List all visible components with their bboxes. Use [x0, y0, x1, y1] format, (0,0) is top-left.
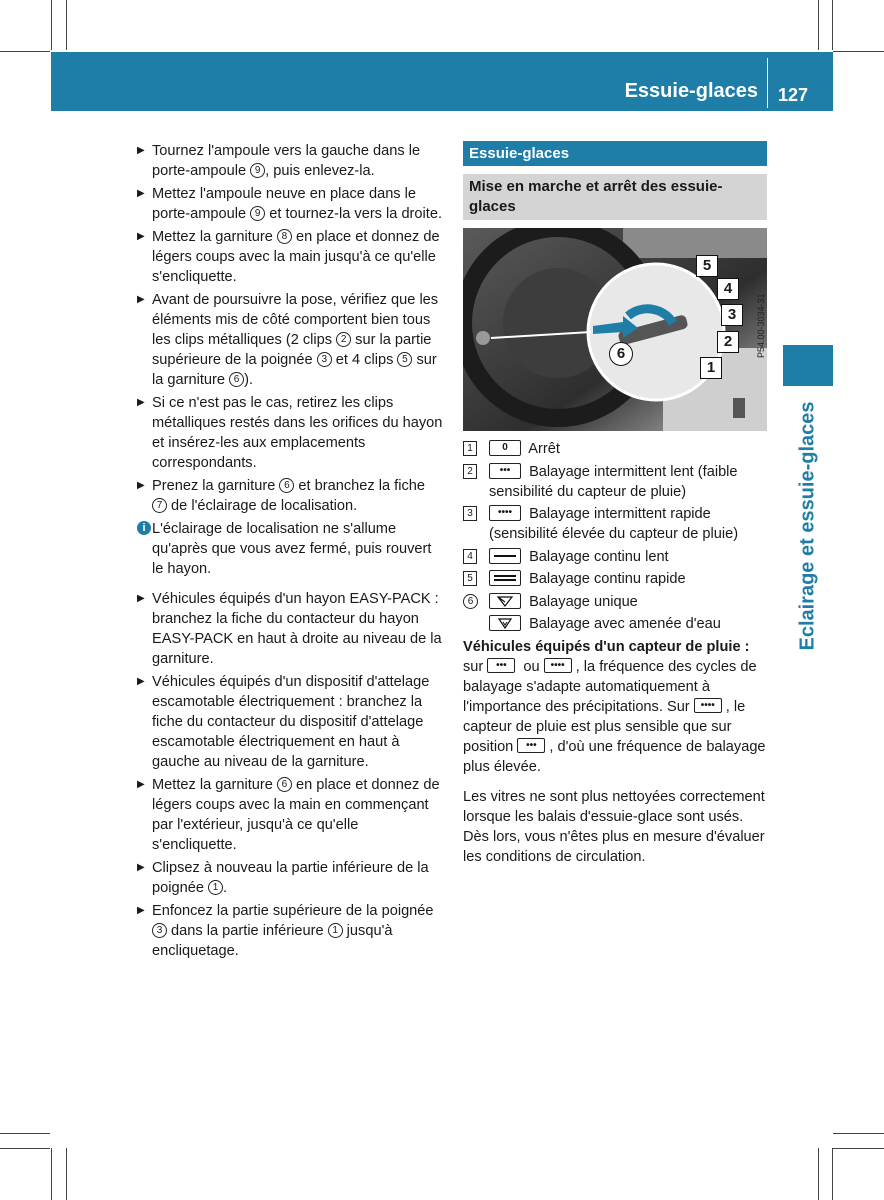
legend-item [463, 504, 767, 544]
step-text: Enfoncez la partie supérieure de la poignée [152, 903, 434, 919]
legend-label: Balayage intermittent lent (faible sensibilité du capteur de pluie) [489, 463, 738, 500]
info-icon: i [137, 521, 151, 535]
step-arrow-icon: ▶ [137, 676, 145, 687]
crop-mark [51, 1148, 52, 1200]
subsection-heading: Mise en marche et arrêt des essuie-glaces [463, 174, 767, 220]
chapter-tab-marker [783, 345, 833, 386]
washer-wipe-icon [489, 615, 521, 631]
crop-mark [66, 1148, 67, 1200]
crop-mark [0, 51, 50, 52]
legend-number: 3 [463, 506, 477, 521]
step-text: sur la garniture [152, 352, 437, 388]
right-column [463, 141, 767, 867]
single-wipe-icon [489, 593, 521, 609]
step-text: Si ce n'est pas le cas, retirez les clips métalliques restés dans les orifices du hayon et insérez-les aux emplacements correspondants. [152, 395, 443, 471]
ref-number: 6 [229, 372, 244, 387]
step-text: sur la partie supérieure de la poignée [152, 332, 432, 368]
instruction-step [137, 775, 444, 855]
legend-item [463, 462, 767, 502]
instruction-step [137, 858, 444, 898]
step-arrow-icon: ▶ [137, 593, 145, 604]
legend-label: Balayage continu rapide [529, 571, 686, 587]
intermittent-slow-icon: ••• [487, 658, 515, 673]
crop-mark [66, 0, 67, 50]
step-text: Véhicules équipés d'un dispositif d'attelage escamotable électriquement : branchez la fiche du contacteur du dispositif d'attelage escamotable électriquement en haut à gauche au niveau de la garniture. [152, 674, 430, 770]
paragraph-text: sur [463, 658, 488, 675]
info-note [137, 519, 444, 579]
steering-wheel-illustration [463, 228, 767, 431]
legend-item [463, 547, 767, 567]
crop-mark [833, 51, 884, 52]
ref-number: 5 [397, 352, 412, 367]
instruction-step [137, 227, 444, 287]
crop-mark [0, 1148, 50, 1149]
ref-number: 3 [317, 352, 332, 367]
step-text: . [223, 880, 228, 896]
ref-number: 8 [277, 229, 292, 244]
crop-mark [833, 1133, 884, 1134]
step-text: dans la partie inférieure [167, 923, 328, 939]
legend-list [463, 439, 767, 634]
step-text: ). [244, 372, 253, 388]
instruction-step [137, 290, 444, 390]
legend-number: 2 [463, 464, 477, 479]
rain-sensor-heading: Véhicules équipés d'un capteur de pluie : [463, 638, 750, 655]
legend-item [463, 569, 767, 589]
callout-1: 1 [700, 357, 722, 379]
intermittent-fast-icon: •••• [544, 658, 572, 673]
step-arrow-icon: ▶ [137, 294, 145, 305]
step-text: en place et donnez de légers coups avec la main en commençant par l'extérieur, jusqu'à ce qu'elle s'encliquette. [152, 777, 440, 853]
crop-mark [818, 1148, 819, 1200]
step-text: et branchez la fiche [294, 478, 425, 494]
page-header-title: Essuie-glaces [624, 80, 758, 102]
step-text: Avant de poursuivre la pose, vérifiez que les éléments mis de côté comportent bien tous les clips métalliques (2 clips [152, 292, 439, 348]
step-text: Mettez la garniture [152, 229, 277, 245]
step-text: et tournez-la vers la droite. [265, 206, 442, 222]
header-divider [767, 58, 768, 108]
page-number: 127 [778, 85, 809, 105]
legend-label: Balayage intermittent rapide (sensibilité élevée du capteur de pluie) [489, 506, 739, 542]
wiper-wear-paragraph: Les vitres ne sont plus nettoyées correctement lorsque les balais d'essuie-glace sont usés. Dès lors, vous n'êtes plus en mesure d'évaluer les conditions de circulation. [463, 788, 765, 865]
crop-mark [818, 0, 819, 50]
step-text: , puis enlevez-la. [265, 163, 375, 179]
step-text: Tournez l'ampoule vers la gauche dans le porte-ampoule [152, 143, 421, 179]
paragraph-text: , la fréquence des cycles de balayage s'adapte automatiquement à l'importance des précipitations. Sur [463, 658, 757, 715]
paragraph-text: , d'où une fréquence de balayage plus élevée. [463, 738, 766, 775]
crop-mark [833, 1148, 884, 1149]
combination-switch-photo [463, 228, 767, 431]
crop-mark [51, 0, 52, 50]
intermittent-slow-icon: ••• [489, 463, 521, 479]
ref-number: 1 [208, 880, 223, 895]
crop-mark [832, 0, 833, 50]
instruction-step [137, 672, 444, 772]
ref-number: 3 [152, 923, 167, 938]
ref-number: 9 [250, 206, 265, 221]
off-symbol-icon: 0 [489, 440, 521, 456]
legend-label: Balayage avec amenée d'eau [529, 616, 721, 632]
legend-item [463, 614, 767, 634]
intermittent-slow-icon: ••• [517, 738, 545, 753]
section-heading: Essuie-glaces [463, 141, 767, 166]
legend-number: 1 [463, 441, 477, 456]
step-arrow-icon: ▶ [137, 231, 145, 242]
step-arrow-icon: ▶ [137, 905, 145, 916]
step-arrow-icon: ▶ [137, 862, 145, 873]
legend-number: 4 [463, 549, 477, 564]
chapter-side-title: Eclairage et essuie-glaces [796, 401, 819, 651]
step-text: Clipsez à nouveau la partie inférieure de la poignée [152, 860, 429, 896]
legend-number: 5 [463, 571, 477, 586]
callout-4: 4 [717, 278, 739, 300]
step-text: Mettez l'ampoule neuve en place dans le porte-ampoule [152, 186, 417, 222]
instruction-step [137, 476, 444, 516]
legend-label: Balayage continu lent [529, 548, 669, 565]
continuous-slow-icon [489, 548, 521, 564]
step-text: de l'éclairage de localisation. [167, 498, 358, 514]
step-text: en place et donnez de légers coups avec la main jusqu'à ce qu'elle s'encliquette. [152, 229, 440, 285]
intermittent-fast-icon: •••• [489, 505, 521, 521]
instruction-step [137, 393, 444, 473]
step-text: jusqu'à encliquetage. [152, 923, 393, 959]
instruction-step [137, 184, 444, 224]
instruction-step [137, 901, 444, 961]
step-text: et 4 clips [331, 352, 398, 368]
callout-5: 5 [696, 255, 718, 277]
note-text: L'éclairage de localisation ne s'allume qu'après que vous avez fermé, puis rouvert le hayon. [152, 521, 432, 577]
step-arrow-icon: ▶ [137, 145, 145, 156]
instruction-step [137, 589, 444, 669]
left-column [137, 141, 444, 964]
legend-item [463, 439, 767, 459]
step-arrow-icon: ▶ [137, 779, 145, 790]
legend-label: Arrêt [528, 441, 560, 457]
paragraph-text: ou [519, 658, 544, 675]
callout-6: 6 [609, 342, 633, 366]
legend-item [463, 592, 767, 612]
continuous-fast-icon [489, 570, 521, 586]
step-text: Véhicules équipés d'un hayon EASY-PACK : branchez la fiche du contacteur du hayon EASY-PACK en haut à droite au niveau de la garniture. [152, 591, 442, 667]
intermittent-fast-icon: •••• [694, 698, 722, 713]
ref-number: 9 [250, 163, 265, 178]
callout-3: 3 [721, 304, 743, 326]
ref-number: 6 [279, 478, 294, 493]
ref-number: 7 [152, 498, 167, 513]
ref-number: 6 [277, 777, 292, 792]
legend-number: 6 [463, 594, 478, 609]
ref-number: 2 [336, 332, 351, 347]
step-text: Mettez la garniture [152, 777, 277, 793]
photo-code: P54.00-3034-31 [756, 293, 766, 358]
instruction-step [137, 141, 444, 181]
crop-mark [832, 1148, 833, 1200]
step-text: Prenez la garniture [152, 478, 280, 494]
step-arrow-icon: ▶ [137, 397, 145, 408]
paragraph-text: , le capteur de pluie est plus sensible que sur position [463, 698, 746, 755]
rain-sensor-paragraph [463, 657, 767, 777]
legend-label: Balayage unique [529, 593, 638, 610]
ref-number: 1 [328, 923, 343, 938]
step-arrow-icon: ▶ [137, 188, 145, 199]
callout-2: 2 [717, 331, 739, 353]
step-arrow-icon: ▶ [137, 480, 145, 491]
crop-mark [0, 1133, 50, 1134]
